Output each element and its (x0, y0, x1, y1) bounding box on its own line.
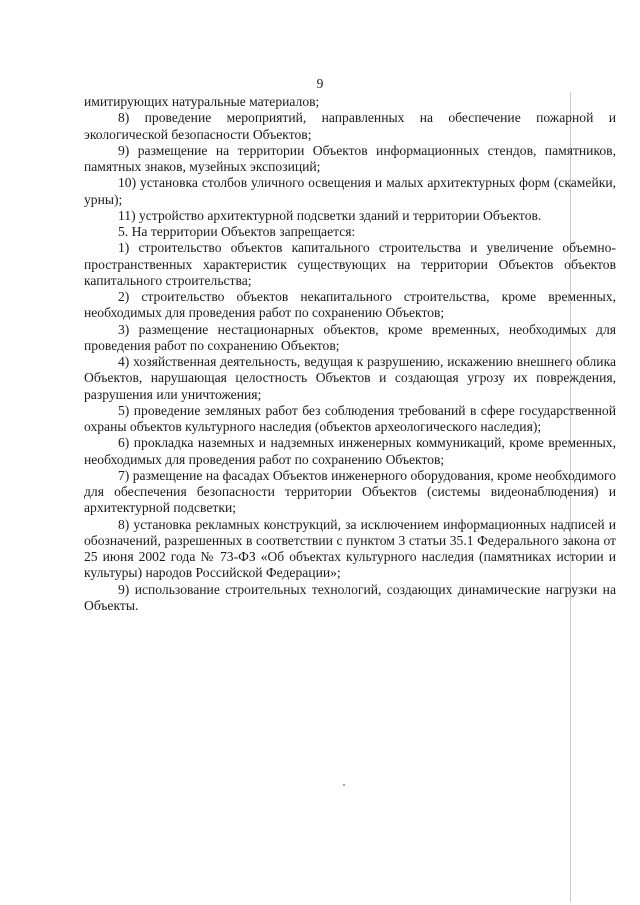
paragraph: 6) прокладка наземных и надземных инженерных коммуникаций, кроме временных, необходимых для проведения работ по сохранению Объектов; (84, 435, 616, 467)
page-number: 9 (316, 76, 324, 91)
paragraph: имитирующих натуральные материалов; (84, 94, 320, 109)
scan-speck (343, 784, 345, 786)
paragraph: 10) установка столбов уличного освещения и малых архитектурных форм (скамейки, урны); (84, 175, 616, 207)
paragraph: 1) строительство объектов капитального строительства и увеличение объемно-пространственных характеристик существующих на территории Объектов объектов капитального строительства; (84, 240, 616, 288)
paragraph: 11) устройство архитектурной подсветки зданий и территории Объектов. (118, 207, 542, 223)
paragraph: 8) проведение мероприятий, направленных на обеспечение пожарной и экологической безопасности Объектов; (84, 110, 616, 142)
document-body (84, 94, 616, 614)
paragraph: 2) строительство объектов некапитального строительства, кроме временных, необходимых для проведения работ по сохранению Объектов; (84, 289, 616, 321)
paragraph: 7) размещение на фасадах Объектов инженерного оборудования, кроме необходимого для обеспечения безопасности территории Объектов (системы видеонаблюдения) и архитектурной подсветки; (84, 467, 616, 516)
paragraph: 8) установка рекламных конструкций, за исключением информационных надписей и обозначений, разрешенных в соответствии с пунктом 3 статьи 35.1 Федерального закона от 25 июня 2002 года № 73-ФЗ «Об объектах культурного наследия (памятниках истории и культуры) народов Российской Федерации»; (84, 516, 616, 581)
paragraph: 5) проведение земляных работ без соблюдения требований в сфере государственной охраны объектов культурного наследия (объектов археологического наследия); (84, 402, 616, 434)
paragraph: 9) размещение на территории Объектов информационных стендов, памятников, памятных знаков, музейных экспозиций; (84, 142, 616, 174)
paragraph: 9) использование строительных технологий, создающих динамические нагрузки на Объекты. (84, 581, 616, 613)
paragraph: 3) размещение нестационарных объектов, кроме временных, необходимых для проведения работ по сохранению Объектов; (84, 321, 616, 353)
section-heading: 5. На территории Объектов запрещается: (118, 224, 356, 239)
paragraph: 4) хозяйственная деятельность, ведущая к разрушению, искажению внешнего облика Объектов, нарушающая целостность Объектов и создающая угрозу их повреждения, разрушения или уничтожения; (84, 354, 616, 402)
